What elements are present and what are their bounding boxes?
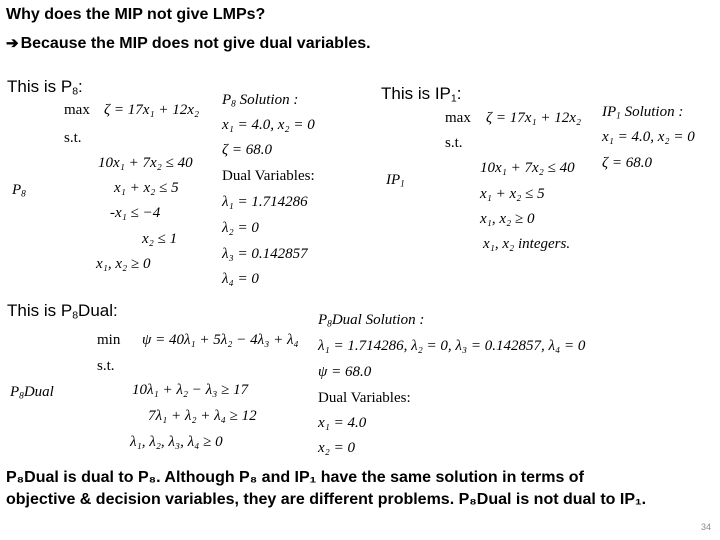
p8-solution-title: $P_8$ Solution : <box>222 92 299 110</box>
p8-constraint-4: x₂ ≤ 1 <box>142 231 178 247</box>
ip1-max: max <box>445 110 471 126</box>
ip1-constraint-2: x₁ + x₂ ≤ 5 <box>480 186 545 202</box>
p8-constraint-3: -x₁ ≤ −4 <box>110 205 161 221</box>
ip1-st: s.t. <box>445 135 463 151</box>
ip1-constraint-3: x₁, x₂ ≥ 0 <box>480 211 535 227</box>
p8-label: This is $P_8$: <box>7 77 83 98</box>
p8-st: s.t. <box>64 130 82 146</box>
p8-solution-6: λ₃ = 0.142857 <box>222 246 308 262</box>
footer-line1: P₈Dual is dual to P₈. Although P₈ and IP₁ have the same solution in terms of <box>6 469 584 486</box>
arrow-icon: ➔ <box>6 35 19 52</box>
slide-title-line1: Why does the MIP not give LMPs? <box>6 6 266 23</box>
p8dual-st: s.t. <box>97 358 115 374</box>
ip1-solution-1: x₁ = 4.0, x₂ = 0 <box>602 129 695 145</box>
p8-problem-name: $P_8$ <box>12 182 26 200</box>
ip1-objective: ζ = 17x₁ + 12x₂ <box>486 110 582 126</box>
p8dual-solution-title: $P_8Dual$ Solution : <box>318 312 425 330</box>
footer-line2: objective & decision variables, they are different problems. P₈Dual is not dual to IP₁. <box>6 491 647 508</box>
title-line2-text: Because the MIP does not give dual variables. <box>20 35 371 52</box>
p8-max: max <box>64 102 90 118</box>
ip1-constraint-1: 10x₁ + 7x₂ ≤ 40 <box>480 160 575 176</box>
page-number: 34 <box>701 522 712 532</box>
p8-solution-2: ζ = 68.0 <box>222 142 272 158</box>
ip1-label: This is $IP_1$: <box>381 84 462 105</box>
p8dual-constraint-2: 7λ₁ + λ₂ + λ₄ ≥ 12 <box>148 408 257 424</box>
p8dual-solution-5: x₂ = 0 <box>318 440 355 456</box>
ip1-constraint-4: x₁, x₂ integers. <box>483 236 571 252</box>
p8-solution-1: x₁ = 4.0, x₂ = 0 <box>222 117 315 133</box>
p8-solution-3: Dual Variables: <box>222 168 315 184</box>
p8dual-solution-1: λ₁ = 1.714286, λ₂ = 0, λ₃ = 0.142857, λ₄ = 0 <box>318 338 586 354</box>
p8dual-constraint-3: λ₁, λ₂, λ₃, λ₄ ≥ 0 <box>130 434 223 450</box>
p8-solution-7: λ₄ = 0 <box>222 271 259 287</box>
p8-constraint-5: x₁, x₂ ≥ 0 <box>96 256 151 272</box>
p8dual-solution-2: ψ = 68.0 <box>318 364 372 380</box>
p8-solution-5: λ₂ = 0 <box>222 220 259 236</box>
p8dual-objective: ψ = 40λ₁ + 5λ₂ − 4λ₃ + λ₄ <box>142 332 299 348</box>
p8dual-solution-4: x₁ = 4.0 <box>318 415 367 431</box>
p8-constraint-2: x₁ + x₂ ≤ 5 <box>114 180 179 196</box>
p8dual-label: This is $P_8Dual$: <box>7 301 118 322</box>
p8-solution-4: λ₁ = 1.714286 <box>222 194 308 210</box>
ip1-solution-2: ζ = 68.0 <box>602 155 652 171</box>
p8dual-min: min <box>97 332 121 348</box>
p8-objective: ζ = 17x₁ + 12x₂ <box>104 102 200 118</box>
slide-title-line2 <box>6 34 371 53</box>
p8dual-problem-name: $P_8Dual$ <box>10 384 54 402</box>
ip1-problem-name: $IP_1$ <box>386 172 405 190</box>
p8dual-solution-3: Dual Variables: <box>318 390 411 406</box>
p8-constraint-1: 10x₁ + 7x₂ ≤ 40 <box>98 155 193 171</box>
ip1-solution-title: $IP_1$ Solution : <box>602 104 684 122</box>
p8dual-constraint-1: 10λ₁ + λ₂ − λ₃ ≥ 17 <box>132 382 249 398</box>
